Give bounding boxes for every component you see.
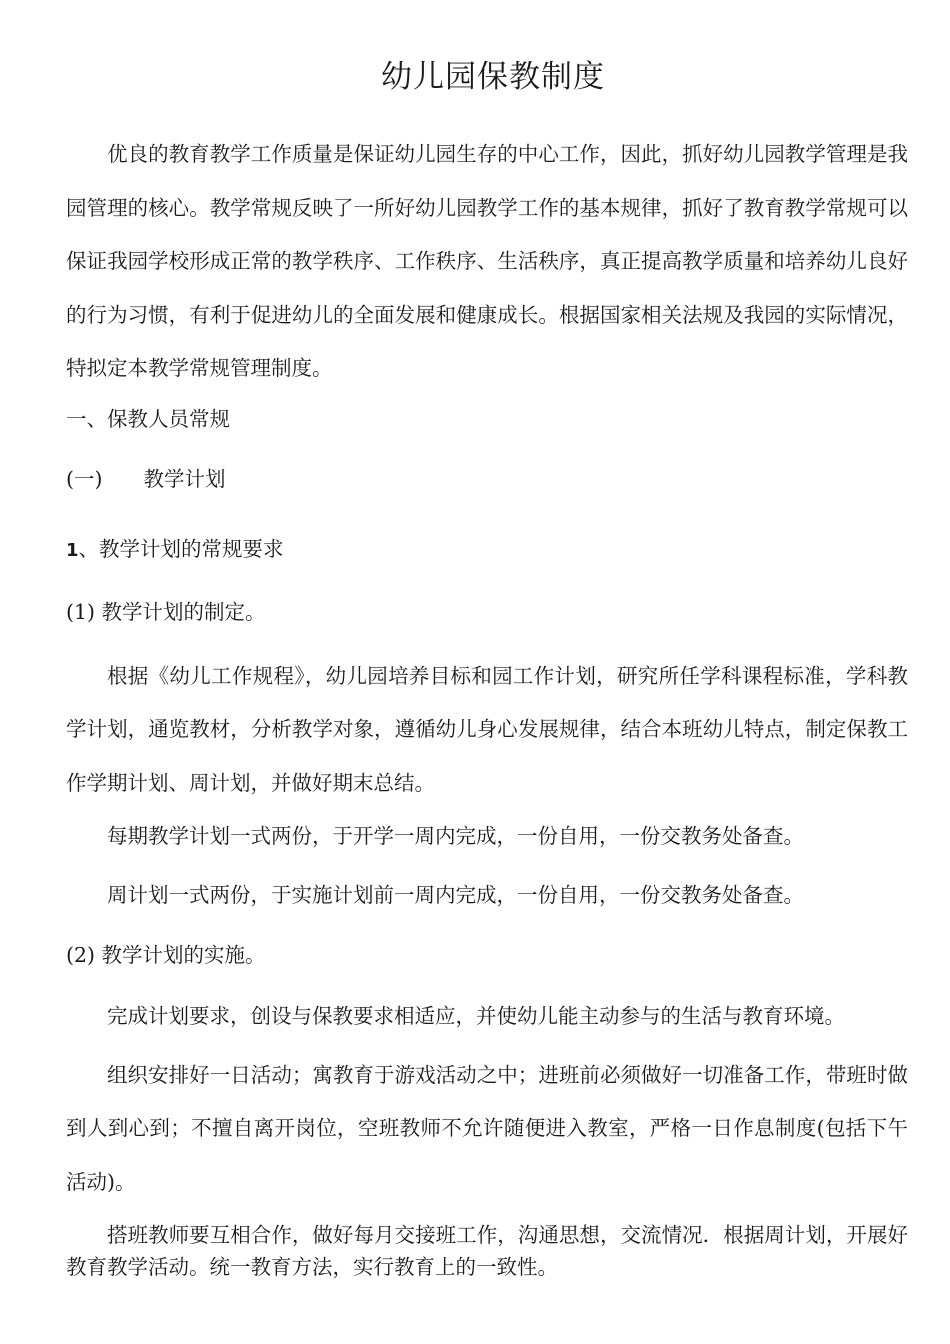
item-heading-text: 、教学计划的常规要求	[78, 536, 284, 561]
point-heading-1: (1) 教学计划的制定。	[66, 599, 266, 624]
point-heading-2: (2) 教学计划的实施。	[66, 943, 266, 967]
point1-paragraph-2: 每期教学计划一式两份，于开学一周内完成，一份自用，一份交教务处备查。	[107, 824, 804, 848]
document-title: 幼儿园保教制度	[381, 59, 605, 95]
intro-paragraph: 优良的教育教学工作质量是保证幼儿园生存的中心工作，因此，抓好幼儿园教学管理是我园管理的核心。教学常规反映了一所好幼儿园教学工作的基本规律，抓好了教育教学常规可以保证我园学校形成正常的教学秩序、工作秩序、生活秩序，真正提高教学质量和培养幼儿良好的行为习惯，有利于促进幼儿的全面发展和健康成长。根据国家相关法规及我园的实际情况，特拟定本教学常规管理制度。	[66, 142, 908, 380]
item-heading	[66, 534, 908, 566]
point2-paragraph-1: 完成计划要求，创设与保教要求相适应，并使幼儿能主动参与的生活与教育环境。	[107, 1004, 845, 1028]
point1-paragraph-1: 根据《幼儿工作规程》，幼儿园培养目标和园工作计划，研究所任学科课程标准，学科教学计划，通览教材，分析教学对象，遵循幼儿身心发展规律，结合本班幼儿特点，制定保教工作学期计划、周计划，并做好期末总结。	[66, 663, 908, 795]
point2-paragraph-3: 搭班教师要互相合作，做好每月交接班工作，沟通思想，交流情况．根据周计划，开展好教育教学活动。统一教育方法，实行教育上的一致性。	[66, 1223, 908, 1279]
point1-paragraph-3: 周计划一式两份，于实施计划前一周内完成，一份自用，一份交教务处备查。	[107, 882, 804, 907]
subsection-heading: (一) 教学计划	[66, 466, 226, 491]
point2-paragraph-2: 组织安排好一日活动；寓教育于游戏活动之中；进班前必须做好一切准备工作，带班时做到人到心到；不擅自离开岗位，空班教师不允许随便进入教室，严格一日作息制度(包括下午活动)。	[66, 1062, 908, 1194]
item-number: 1	[66, 539, 79, 561]
section-heading: 一、保教人员常规	[66, 406, 230, 431]
